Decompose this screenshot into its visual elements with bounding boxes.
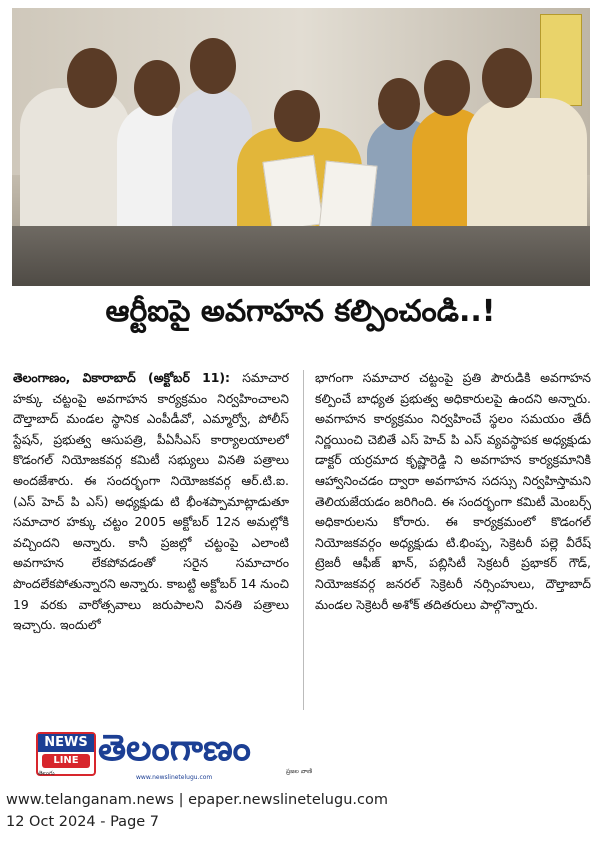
newsline-logo-sub: తెలుగు xyxy=(38,770,55,777)
newsline-logo-news: NEWS xyxy=(38,734,94,752)
article-column-right xyxy=(315,368,591,718)
news-photo xyxy=(12,8,590,286)
article-left-text: సమాచార హక్కు చట్టంపై అవగాహన కార్యక్రమం నిర్వహించాలని దౌల్తాబాద్ మండల స్థానిక ఎంపీడీవో, ఎమ్మార్వో, పోలీస్ స్టేషన్, ప్రభుత్వ ఆసుపత్రి, పీఏసీఎస్ కార్యాలయాలలో కొడంగల్ నియోజకవర్గ కమిటీ సభ్యులు వినతి పత్రాలు అందజేశారు. ఈ సందర్భంగా నియోజకవర్గ ఆర్.టి.ఐ. (ఎస్ హెచ్ పి ఎస్) అధ్యక్షుడు టి భీంశప్పామాట్లాడుతూ సమాచార హక్కు చట్టం 2005 అక్టోబర్ 12న అమల్లోకి వచ్చిందని అన్నారు. కానీ ప్రజల్లో చట్టంపై ఎలాంటి అవగాహన లేకపోవడంతో సరైన సమాచారం పొందలేకపోతున్నారని అన్నారు. కాబట్టి అక్టోబర్ 14 నుంచి 19 వరకు వారోత్సవాలు జరుపాలని వినతి పత్రాలు ఇచ్చారు. ఇందులో xyxy=(13,370,289,633)
article-body xyxy=(13,368,591,718)
newsline-logo xyxy=(36,732,96,776)
footer-urls: www.telanganam.news | epaper.newslinetelugu.com xyxy=(6,792,388,808)
telanganam-logo-title: తెలంగాణం xyxy=(98,728,251,769)
logo-tagline: ప్రజల వాణి xyxy=(286,768,313,775)
dateline: తెలంగాణం, వికారాబాద్ (అక్టోబర్ 11): xyxy=(13,370,243,385)
petition-paper-1 xyxy=(262,155,323,232)
person-7-head xyxy=(482,48,532,108)
person-2-head xyxy=(134,60,180,116)
column-divider xyxy=(303,370,304,710)
person-5-head xyxy=(378,78,420,130)
person-1-head xyxy=(67,48,117,108)
masthead-logo xyxy=(36,728,596,784)
petition-paper-2 xyxy=(318,160,377,235)
person-4-head xyxy=(274,90,320,142)
logo-small-url: www.newslinetelugu.com xyxy=(136,774,213,781)
desk xyxy=(12,226,590,286)
footer-date-page: 12 Oct 2024 - Page 7 xyxy=(6,814,160,830)
person-3-head xyxy=(190,38,236,94)
article-column-left xyxy=(13,368,289,718)
person-6-head xyxy=(424,60,470,116)
article-right-text: భాగంగా సమాచార చట్టంపై ప్రతి పౌరుడికి అవగాహన కల్పించే బాధ్యత ప్రభుత్వ అధికారులపై ఉందని అన్నారు. అవగాహన కార్యక్రమం నిర్వహించే స్థలం సమయం తేదీ నిర్ణయించి చెబితే ఎస్ హెచ్ పి ఎస్ వ్యవస్థాపక అధ్యక్షుడు డాక్టర్ యర్రమాద కృష్ణారెడ్డి ని అవగాహన కార్యక్రమానికి ఆహ్వానించడం ద్వారా అవగాహన సదస్సు నిర్వహిస్తామని తెలియజేయడం జరిగింది. ఈ సందర్భంగా కమిటీ మెంబర్స్ అధికారులను కోరారు. ఈ కార్యక్రమంలో కొడంగల్ నియోజకవర్గం అధ్యక్షుడు టి.భింప్ప, సెక్రెటరీ పల్లె వీరేష్ ట్రెజరీ ఆఫీజ్ ఖాన్, పబ్లిసిటీ సెక్రటరీ ప్రభాకర్ గౌడ్, నియోజకవర్గ జనరల్ సెక్రెటరీ నర్సింహులు, దౌల్తాబాద్ మండల సెక్రెటరీ అశోక్ తదితరులు పాల్గొన్నారు. xyxy=(315,370,591,612)
headline: ఆర్టీఐపై అవగాహన కల్పించండి..! xyxy=(105,294,496,329)
wall-calendar xyxy=(540,14,582,106)
newsline-logo-line: LINE xyxy=(42,754,90,768)
